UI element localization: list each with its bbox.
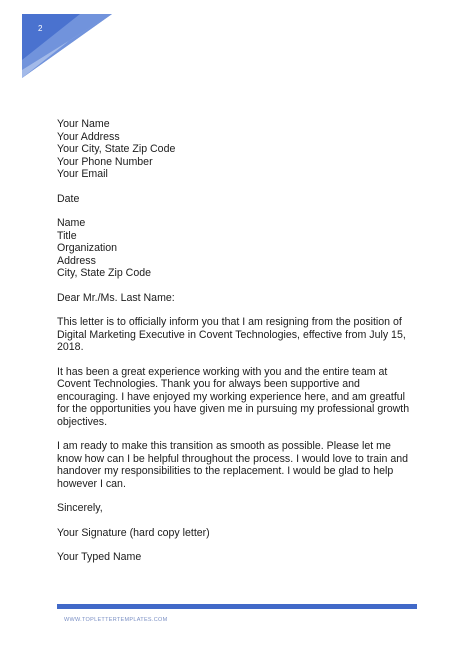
- paragraph-line: It has been a great experience working with you and the entire team at: [57, 365, 388, 378]
- sender-phone: Your Phone Number: [57, 155, 153, 168]
- footer-url[interactable]: WWW.TOPLETTERTEMPLATES.COM: [64, 617, 168, 623]
- sender-city: Your City, State Zip Code: [57, 143, 176, 155]
- page-number: 2: [38, 24, 43, 33]
- signature: Your Signature (hard copy letter): [57, 526, 210, 539]
- sender-address: Your Address: [57, 130, 120, 143]
- corner-decoration: [0, 0, 120, 82]
- paragraph-line: encouraging. I have enjoyed my working experience here, and am greatful: [57, 390, 406, 403]
- typed-name: Your Typed Name: [57, 551, 142, 563]
- salutation: Dear Mr./Ms. Last Name:: [57, 291, 175, 304]
- paragraph-2: [57, 366, 422, 429]
- letter-body: [57, 118, 422, 564]
- sender-block: [57, 118, 422, 181]
- recipient-city: City, State Zip Code: [57, 267, 152, 279]
- paragraph-line: Digital Marketing Executive in Covent Technologies, effective from July 15,: [57, 328, 406, 341]
- recipient-organization: Organization: [57, 242, 118, 254]
- paragraph-line: however I can.: [57, 477, 126, 490]
- paragraph-line: know how can I be helpful throughout the process. I would love to train and: [57, 452, 408, 465]
- letter-date: Date: [57, 192, 80, 205]
- recipient-name: Name: [57, 217, 86, 229]
- paragraph-line: Covent Technologies. Thank you for always been supportive and: [57, 378, 360, 390]
- paragraph-line: objectives.: [57, 415, 108, 428]
- paragraph-line: for the opportunities you have given me in pursuing my professional growth: [57, 403, 410, 415]
- sender-email: Your Email: [57, 168, 108, 180]
- paragraph-line: 2018.: [57, 341, 84, 353]
- paragraph-line: I am ready to make this transition as smooth as possible. Please let me: [57, 440, 391, 452]
- recipient-block: [57, 217, 422, 280]
- paragraph-line: handover my responsibilities to the replacement. I would be glad to help: [57, 465, 394, 477]
- paragraph-line: This letter is to officially inform you that I am resigning from the position of: [57, 316, 402, 328]
- footer-bar: [57, 604, 417, 609]
- recipient-address: Address: [57, 254, 96, 267]
- paragraph-3: [57, 440, 422, 490]
- paragraph-1: [57, 316, 422, 354]
- sender-name: Your Name: [57, 118, 110, 130]
- closing: Sincerely,: [57, 502, 103, 514]
- recipient-title: Title: [57, 229, 77, 242]
